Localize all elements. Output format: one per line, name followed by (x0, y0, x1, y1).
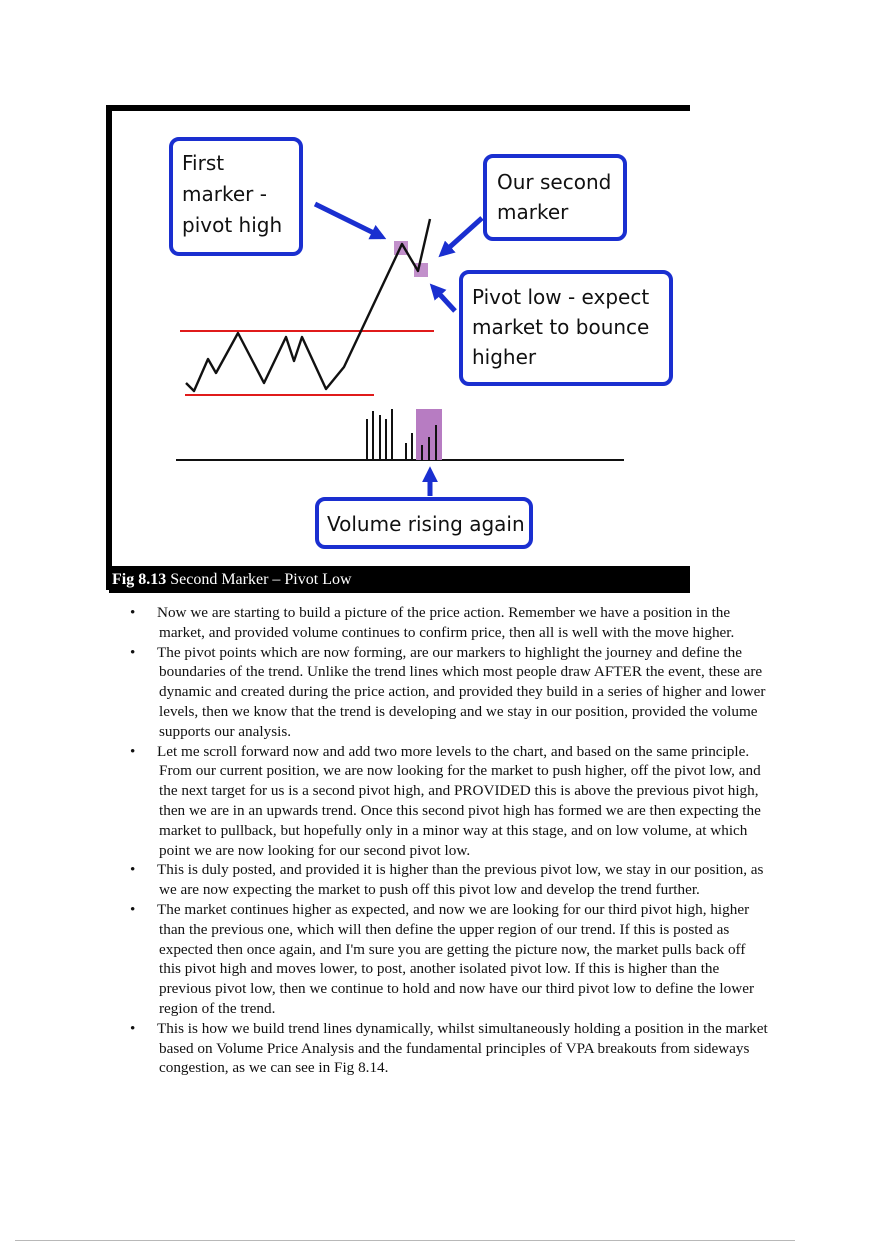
list-item (130, 1019, 770, 1078)
pivot-high-arrow (315, 204, 382, 237)
figure-caption (109, 566, 690, 593)
bullet-dot: • (130, 900, 136, 918)
second-marker-arrow (442, 218, 482, 254)
bullet-text: This is duly posted, and provided it is higher than the previous pivot low, we stay in our position, as we are now expecting the market to push off this pivot low and develop the trend further. (157, 861, 764, 899)
figure-panel (112, 111, 690, 566)
second-marker-callout: Our second marker (497, 170, 612, 224)
footer-divider (15, 1240, 795, 1241)
pivot-high-callout: First marker - pivot high (182, 151, 283, 237)
pivot-low-callout: Pivot low - expect market to bounce higher (472, 285, 650, 369)
figure-label: Fig 8.13 (112, 571, 167, 588)
bullet-dot: • (130, 643, 136, 661)
pivot-diagram (112, 111, 690, 566)
bullet-text: The pivot points which are now forming, are our markers to highlight the journey and define the boundaries of the trend. Unlike the trend lines which most people draw AFTER the event, these are dynamic and created during the price action, and provided they build in a series of higher and lower levels, then we know that the trend is developing and we stay in our position, provided the volume supports our analysis. (157, 643, 766, 740)
list-item (130, 860, 770, 900)
list-item (130, 742, 770, 861)
bullet-dot: • (130, 1019, 136, 1037)
bullet-dot: • (130, 861, 136, 879)
list-item (130, 900, 770, 1019)
bullet-dot: • (130, 604, 136, 621)
bullet-text: Let me scroll forward now and add two more levels to the chart, and based on the same principle. From our current position, we are now looking for the market to push higher, off the pivot low, and the next target for us is a second pivot high, and PROVIDED this is above the previous pivot high, then we are in an upwards trend. Once this second pivot high has formed we are then expecting the market to pullback, but hopefully only in a minor way at this stage, and on low volume, at which point we are now looking for our second pivot low. (157, 742, 761, 859)
list-item (130, 603, 770, 643)
bullet-dot: • (130, 742, 136, 760)
volume-callout: Volume rising again (327, 512, 525, 536)
list-item (130, 643, 770, 742)
bullet-text: This is how we build trend lines dynamically, whilst simultaneously holding a position in the market based on Volume Price Analysis and the fundamental principles of VPA breakouts from sideways congestion, as we can see in Fig 8.14. (157, 1019, 768, 1077)
figure-title: Second Marker – Pivot Low (170, 571, 352, 588)
figure-8-13 (106, 105, 690, 590)
bullet-list (130, 603, 770, 1078)
pivot-low-arrow (433, 287, 455, 311)
second-marker-callout-box (485, 156, 625, 239)
bullet-text: The market continues higher as expected, and now we are looking for our third pivot high, higher than the previous one, which will then define the upper region of our trend. If this is posted as expected then once again, and I'm sure you are getting the picture now, the market pulls back off this pivot high and moves lower, to post, another isolated pivot low. If this is higher than the previous pivot low, then we continue to hold and now have our third pivot low to define the lower region of the trend. (157, 900, 755, 1017)
bullet-text: Now we are starting to build a picture of the price action. Remember we have a position in the market, and provided volume continues to confirm price, then all is well with the move higher. (157, 604, 735, 641)
